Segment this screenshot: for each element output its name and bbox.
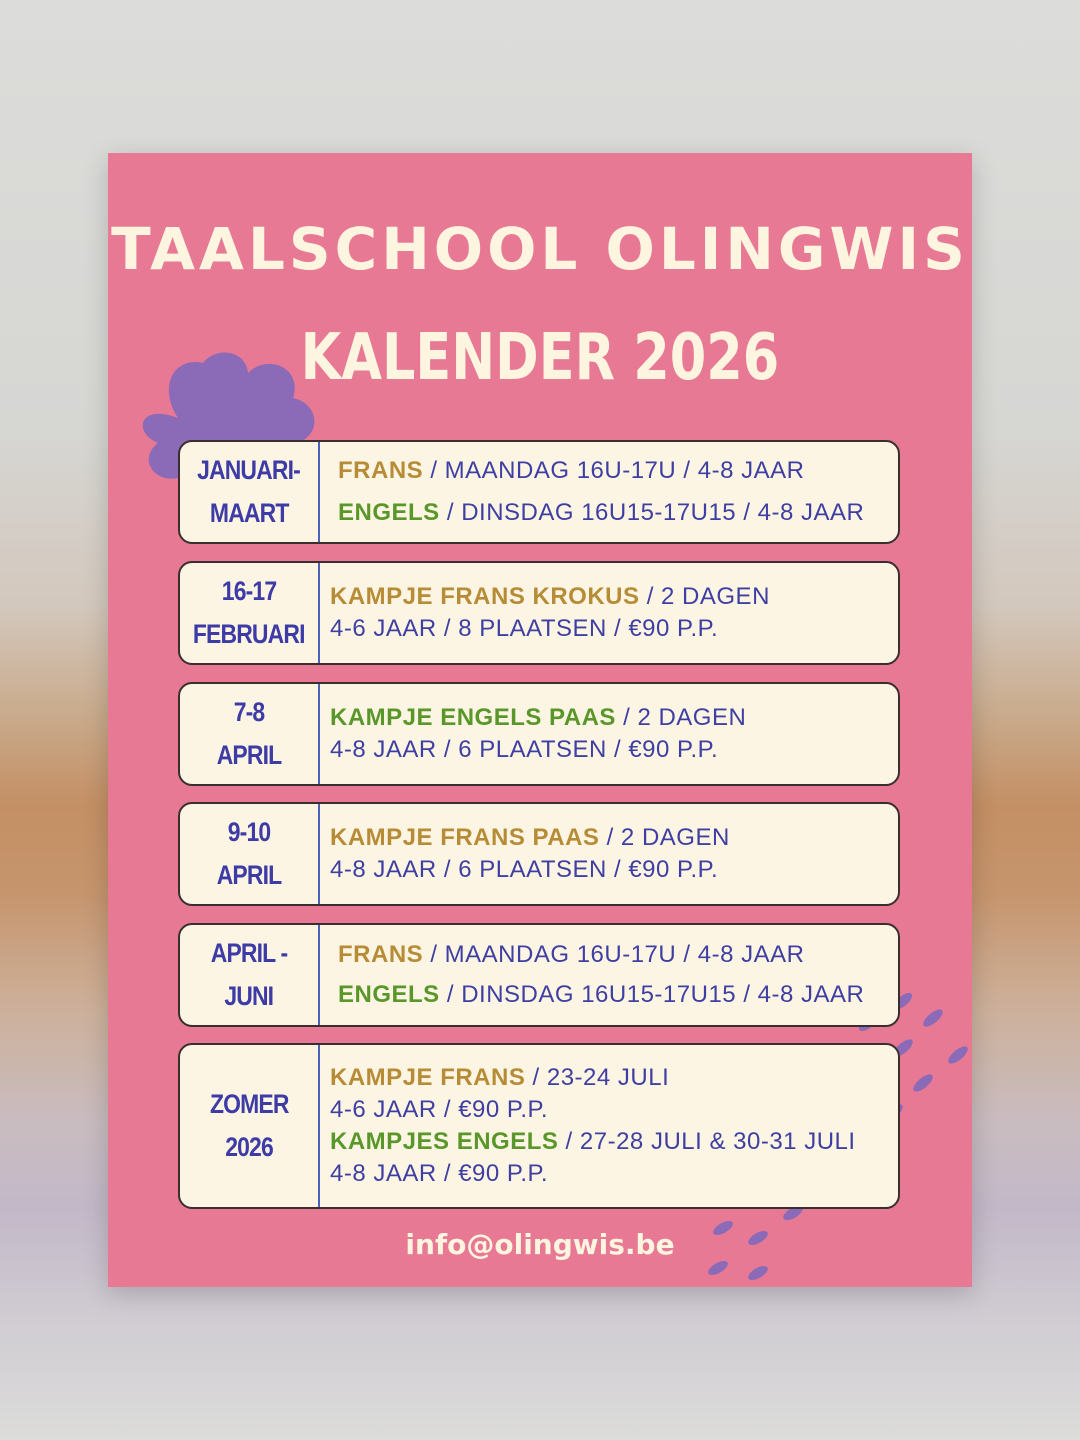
schedule-row bbox=[178, 561, 900, 665]
schedule-date-line: 2026 bbox=[225, 1132, 273, 1162]
course-details: / 23-24 JULI bbox=[525, 1064, 670, 1091]
schedule-detail-line bbox=[330, 824, 898, 852]
course-details: / 2 DAGEN bbox=[639, 583, 770, 610]
schedule-detail-line bbox=[330, 583, 898, 611]
schedule-detail-line bbox=[330, 1064, 898, 1092]
schedule-row bbox=[178, 1043, 900, 1209]
schedule-detail-line bbox=[330, 1096, 898, 1124]
schedule-detail-line bbox=[330, 615, 898, 643]
course-details: / 2 DAGEN bbox=[599, 824, 730, 851]
course-name: KAMPJE FRANS PAAS bbox=[330, 824, 600, 851]
schedule-detail-line bbox=[330, 941, 898, 969]
schedule-details bbox=[320, 563, 898, 663]
course-details: 4-6 JAAR / €90 P.P. bbox=[330, 1096, 549, 1123]
schedule-date-line: JANUARI- bbox=[197, 454, 301, 485]
contact-email[interactable]: info@olingwis.be bbox=[405, 1228, 675, 1261]
schedule-row bbox=[178, 682, 900, 786]
schedule-detail-line bbox=[330, 704, 898, 732]
course-name: ENGELS bbox=[338, 499, 440, 526]
schedule-detail-line bbox=[330, 457, 898, 485]
schedule-row bbox=[178, 802, 900, 906]
schedule-date bbox=[180, 925, 320, 1025]
course-name: KAMPJE ENGELS PAAS bbox=[330, 704, 616, 731]
schedule-detail-line bbox=[330, 736, 898, 764]
schedule-row bbox=[178, 923, 900, 1027]
course-details: / MAANDAG 16U-17U / 4-8 JAAR bbox=[423, 457, 805, 484]
schedule-detail-line bbox=[330, 499, 898, 527]
schedule-date-line: 9-10 bbox=[227, 816, 271, 847]
schedule-date-line: FEBRUARI bbox=[193, 619, 305, 649]
schedule-date bbox=[180, 684, 320, 784]
course-details: 4-6 JAAR / 8 PLAATSEN / €90 P.P. bbox=[330, 615, 719, 642]
schedule-date-line: MAART bbox=[209, 498, 289, 528]
schedule-date-line: APRIL - bbox=[210, 937, 288, 968]
schedule-date-line: APRIL bbox=[216, 740, 282, 770]
schedule-date-line: ZOMER bbox=[209, 1088, 289, 1119]
schedule-details bbox=[320, 1045, 898, 1207]
schedule-date-line: 7-8 bbox=[233, 696, 265, 727]
page-title: TAALSCHOOL OLINGWIS bbox=[111, 215, 969, 283]
schedule-date bbox=[180, 563, 320, 663]
course-details: / 27-28 JULI & 30-31 JULI bbox=[558, 1128, 856, 1155]
schedule-date bbox=[180, 442, 320, 542]
course-details: / DINSDAG 16U15-17U15 / 4-8 JAAR bbox=[439, 981, 865, 1008]
schedule-details bbox=[320, 442, 898, 542]
course-details: / MAANDAG 16U-17U / 4-8 JAAR bbox=[423, 941, 805, 968]
schedule-details bbox=[320, 804, 898, 904]
schedule-date-line: 16-17 bbox=[221, 575, 277, 606]
calendar-poster bbox=[108, 153, 972, 1287]
course-name: KAMPJES ENGELS bbox=[330, 1128, 559, 1155]
schedule-details bbox=[320, 684, 898, 784]
course-name: ENGELS bbox=[338, 981, 440, 1008]
schedule-date-line: APRIL bbox=[216, 860, 282, 890]
schedule-detail-line bbox=[330, 1160, 898, 1188]
schedule-detail-line bbox=[330, 981, 898, 1009]
schedule-date-line: JUNI bbox=[224, 981, 274, 1011]
schedule-date bbox=[180, 804, 320, 904]
schedule-date bbox=[180, 1045, 320, 1207]
schedule-row bbox=[178, 440, 900, 544]
course-name: FRANS bbox=[338, 941, 424, 968]
course-name: FRANS bbox=[338, 457, 424, 484]
page-subtitle: KALENDER 2026 bbox=[300, 321, 780, 395]
course-name: KAMPJE FRANS KROKUS bbox=[330, 583, 640, 610]
schedule-detail-line bbox=[330, 1128, 898, 1156]
course-details: 4-8 JAAR / 6 PLAATSEN / €90 P.P. bbox=[330, 856, 719, 883]
course-details: 4-8 JAAR / €90 P.P. bbox=[330, 1160, 549, 1187]
schedule-details bbox=[320, 925, 898, 1025]
course-details: / DINSDAG 16U15-17U15 / 4-8 JAAR bbox=[439, 499, 865, 526]
course-details: 4-8 JAAR / 6 PLAATSEN / €90 P.P. bbox=[330, 736, 719, 763]
schedule-detail-line bbox=[330, 856, 898, 884]
course-details: / 2 DAGEN bbox=[615, 704, 747, 731]
course-name: KAMPJE FRANS bbox=[330, 1064, 526, 1091]
